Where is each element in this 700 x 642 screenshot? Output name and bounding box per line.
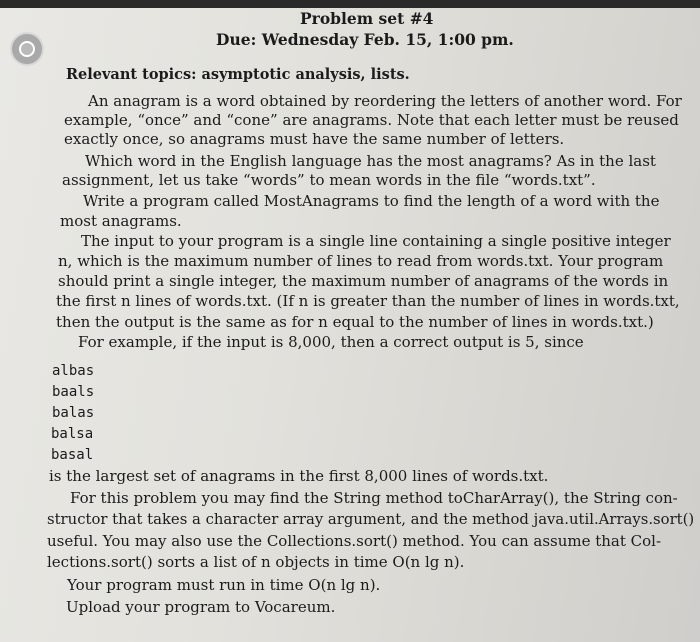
paragraph-4-line-4: the first n lines of words.txt. (If n is greater than the number of lines in words.txt, [56, 292, 680, 310]
anagram-word: balsa [51, 426, 94, 442]
anagram-word: basal [51, 447, 94, 463]
paragraph-4-line-1: The input to your program is a single line containing a single positive integer [81, 232, 671, 250]
anagram-word: balas [52, 405, 95, 421]
paragraph-7-line-3: useful. You may also use the Collections.sort() method. You can assume that Col- [47, 532, 662, 550]
anagram-word: baals [52, 384, 95, 400]
paragraph-3-line-1: Write a program called MostAnagrams to find the length of a word with the [83, 192, 660, 210]
runtime-requirement: Your program must run in time O(n lg n). [67, 576, 381, 594]
paragraph-1-line-1: An anagram is a word obtained by reordering the letters of another word. For [88, 92, 682, 110]
example-sentence: For example, if the input is 8,000, then a correct output is 5, since [78, 333, 584, 351]
paragraph-7-line-4: lections.sort() sorts a list of n objects in time O(n lg n). [47, 553, 465, 571]
paragraph-2-line-1: Which word in the English language has the most anagrams? As in the last [85, 152, 656, 170]
upload-instruction: Upload your program to Vocareum. [66, 598, 336, 616]
paragraph-4-line-3: should print a single integer, the maximum number of anagrams of the words in [58, 272, 669, 290]
due-date: Due: Wednesday Feb. 15, 1:00 pm. [216, 30, 514, 49]
paragraph-3-line-2: most anagrams. [60, 212, 182, 230]
paragraph-2-line-2: assignment, let us take “words” to mean words in the file “words.txt”. [62, 171, 596, 189]
paragraph-7-line-2: structor that takes a character array argument, and the method java.util.Arrays.sort() [47, 510, 695, 528]
paragraph-1-line-3: exactly once, so anagrams must have the same number of letters. [64, 130, 565, 148]
largest-set-sentence: is the largest set of anagrams in the first 8,000 lines of words.txt. [49, 467, 549, 485]
paragraph-7-line-1: For this problem you may find the String method toCharArray(), the String con- [70, 489, 678, 507]
paragraph-4-line-2: n, which is the maximum number of lines to read from words.txt. Your program [58, 252, 664, 270]
paragraph-1-line-2: example, “once” and “cone” are anagrams. Note that each letter must be reused [64, 111, 679, 129]
top-edge [0, 0, 700, 8]
document-page [0, 8, 700, 642]
anagram-word: albas [52, 363, 95, 379]
paragraph-4-line-5: then the output is the same as for n equal to the number of lines in words.txt.) [56, 313, 654, 331]
relevant-topics: Relevant topics: asymptotic analysis, lists. [66, 66, 410, 83]
camera-shutter-icon[interactable] [10, 32, 44, 66]
problem-set-title: Problem set #4 [300, 9, 434, 28]
